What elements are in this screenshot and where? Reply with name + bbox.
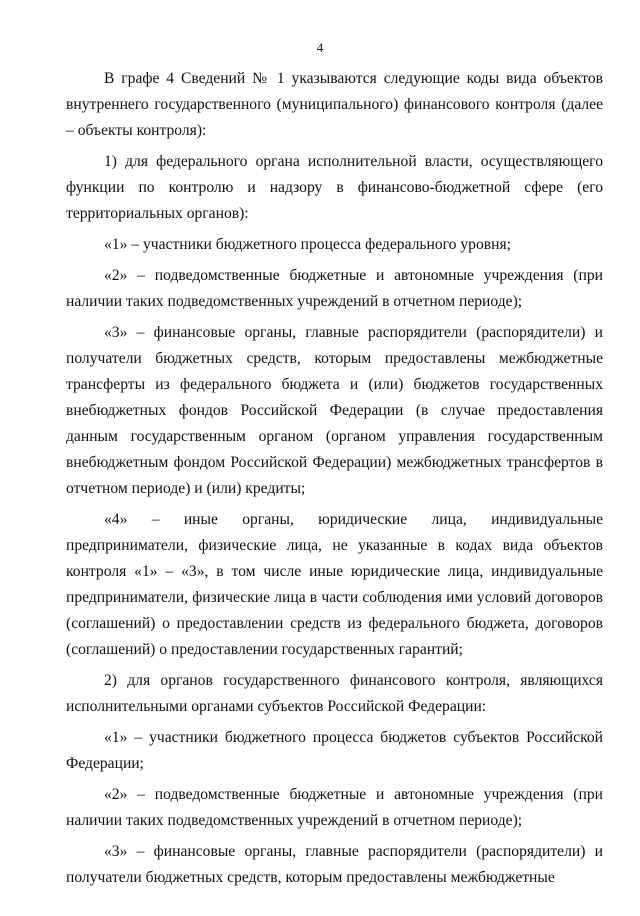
paragraph-code-1-regional: «1» – участники бюджетного процесса бюджетов субъектов Российской Федерации; [66, 729, 603, 772]
paragraph-intro: В графе 4 Сведений № 1 указываются следующие коды вида объектов внутреннего государственного (муниципального) финансового контроля (далее – объекты контроля): [66, 70, 603, 139]
paragraph-code-2-regional: «2» – подведомственные бюджетные и автономные учреждения (при наличии таких подведомственных учреждений в отчетном периоде); [66, 786, 603, 829]
paragraph-code-3-regional: «3» – финансовые органы, главные распорядители (распорядители) и получатели бюджетных средств, которым предоставлены межбюджетные [66, 843, 603, 886]
page-number: 4 [316, 40, 324, 55]
document-body [66, 66, 603, 896]
paragraph-federal-body: 1) для федерального органа исполнительной власти, осуществляющего функции по контролю и надзору в финансово-бюджетной сфере (его территориальных органов): [66, 153, 603, 222]
paragraph-code-3-federal: «3» – финансовые органы, главные распорядители (распорядители) и получатели бюджетных средств, которым предоставлены межбюджетные трансферты из федерального бюджета и (или) бюджетов государственных внебюджетных фондов Российской Федерации (в случае предоставления данным государственным органом (органом управления государственным внебюджетным фондом Российской Федерации) межбюджетных трансфертов в отчетном периоде) и (или) кредиты; [66, 324, 603, 497]
paragraph-code-4-federal: «4» – иные органы, юридические лица, индивидуальные предприниматели, физические лица, не указанные в кодах вида объектов контроля «1» – «3», в том числе иные юридические лица, индивидуальные предприниматели, физические лица в части соблюдения ими условий договоров (соглашений) о предоставлении средств из федерального бюджета, договоров (соглашений) о предоставлении государственных гарантий; [66, 511, 603, 658]
paragraph-regional-bodies: 2) для органов государственного финансового контроля, являющихся исполнительными органами субъектов Российской Федерации: [66, 672, 603, 715]
paragraph-code-2-federal: «2» – подведомственные бюджетные и автономные учреждения (при наличии таких подведомственных учреждений в отчетном периоде); [66, 267, 603, 310]
paragraph-code-1-federal: «1» – участники бюджетного процесса федерального уровня; [104, 236, 511, 253]
